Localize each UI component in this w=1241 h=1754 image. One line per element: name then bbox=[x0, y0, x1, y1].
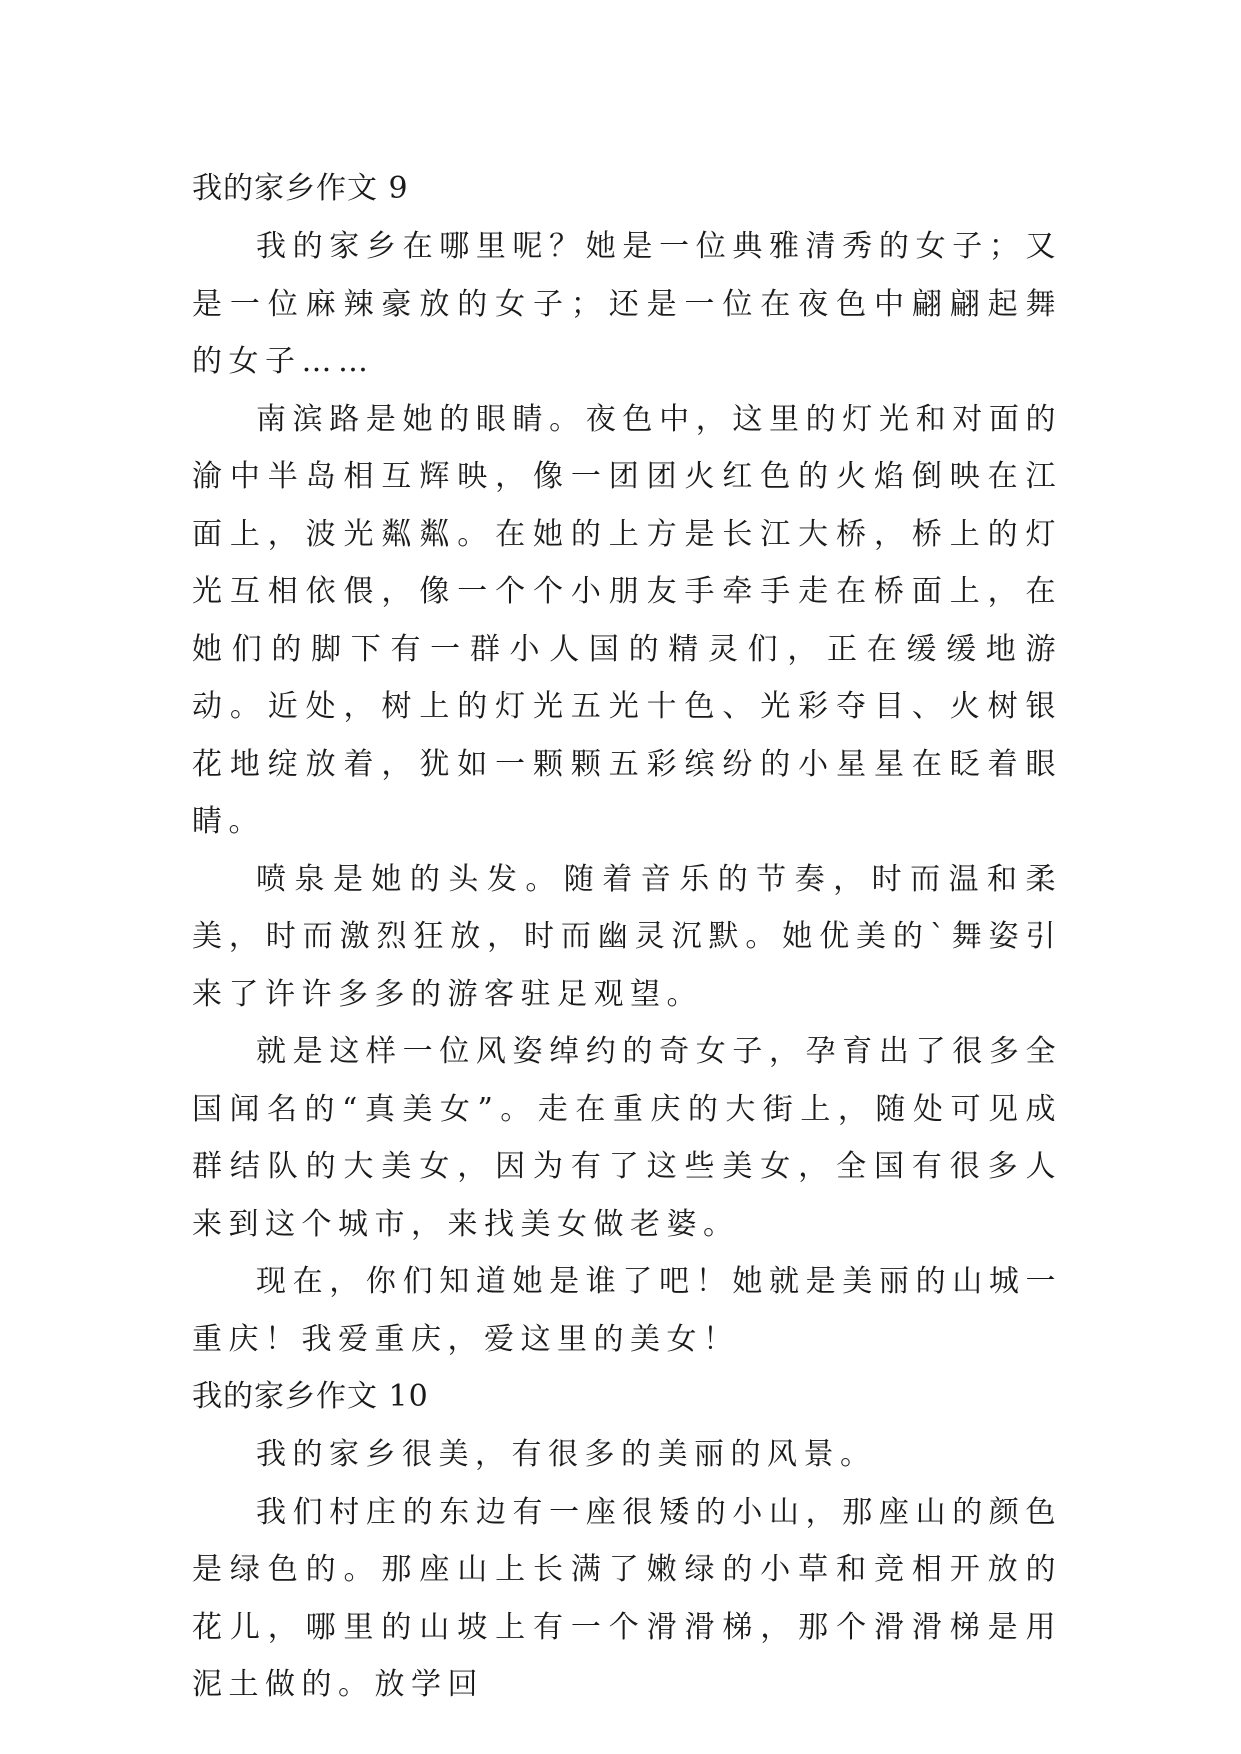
essay-10-paragraph-2: 我们村庄的东边有一座很矮的小山，那座山的颜色是绿色的。那座山上长满了嫩绿的小草和竞相开放的花儿，哪里的山坡上有一个滑滑梯，那个滑滑梯是用泥土做的。放学回 bbox=[192, 1494, 1062, 1702]
essay-9-paragraph-2: 南滨路是她的眼睛。夜色中，这里的灯光和对面的渝中半岛相互辉映，像一团团火红色的火焰倒映在江面上，波光粼粼。在她的上方是长江大桥，桥上的灯光互相依偎，像一个个小朋友手牵手走在桥面上，在她们的脚下有一群小人国的精灵们，正在缓缓地游动。近处，树上的灯光五光十色、光彩夺目、火树银花地绽放着，犹如一颗颗五彩缤纷的小星星在眨着眼睛。 bbox=[192, 401, 1062, 839]
essay-9-title: 我的家乡作文 9 bbox=[192, 171, 409, 206]
essay-9-paragraph-5: 现在，你们知道她是谁了吧！她就是美丽的山城一重庆！我爱重庆，爱这里的美女！ bbox=[192, 1264, 1062, 1357]
essay-9-paragraph-4: 就是这样一位风姿绰约的奇女子，孕育出了很多全国闻名的“真美女”。走在重庆的大街上，随处可见成群结队的大美女，因为有了这些美女，全国有很多人来到这个城市，来找美女做老婆。 bbox=[192, 1034, 1062, 1242]
document-body bbox=[192, 160, 1062, 1714]
essay-10-paragraph-1: 我的家乡很美，有很多的美丽的风景。 bbox=[256, 1437, 877, 1472]
essay-10-title: 我的家乡作文 10 bbox=[192, 1379, 429, 1414]
essay-9-paragraph-1: 我的家乡在哪里呢？她是一位典雅清秀的女子；又是一位麻辣豪放的女子；还是一位在夜色中翩翩起舞的女子…… bbox=[192, 229, 1062, 379]
essay-9-paragraph-3: 喷泉是她的头发。随着音乐的节奏，时而温和柔美，时而激烈狂放，时而幽灵沉默。她优美的`舞姿引来了许许多多的游客驻足观望。 bbox=[192, 861, 1062, 1012]
